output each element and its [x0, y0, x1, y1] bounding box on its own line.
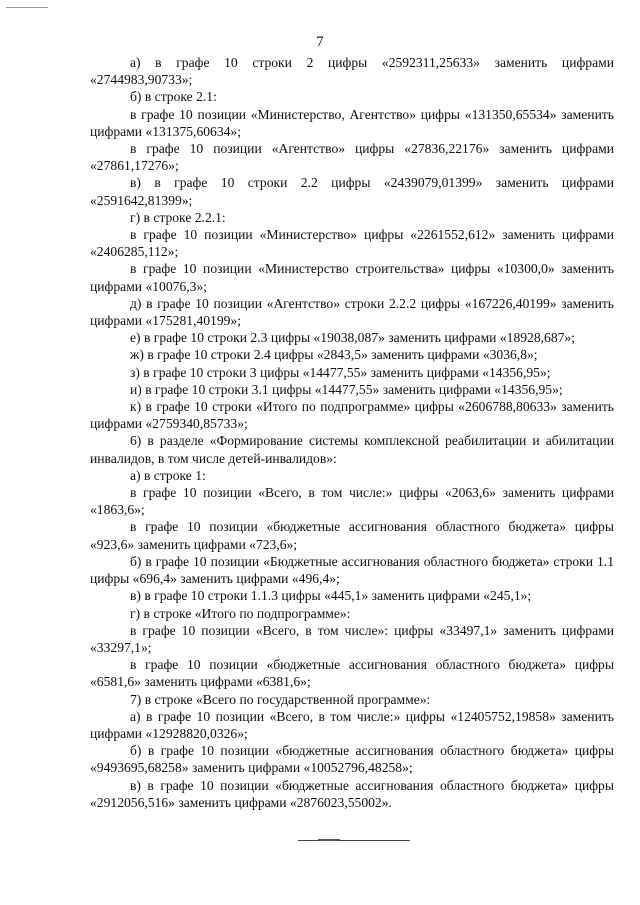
paragraph: в) в графе 10 строки 1.1.3 цифры «445,1» заменить цифрами «245,1»; — [130, 588, 532, 604]
paragraph: 6) в разделе «Формирование системы комплексной реабилитации и абилитации инвалидов, в том числе детей-инвалидов»: — [90, 433, 614, 466]
end-of-text-rule-mark — [318, 839, 340, 841]
paragraph: 7) в строке «Всего по государственной программе»: — [130, 691, 431, 707]
paragraph: в графе 10 позиции «бюджетные ассигнования областного бюджета» цифры «923,6» заменить цифрами «723,6»; — [90, 519, 614, 552]
paragraph: б) в строке 2.1: — [130, 89, 217, 105]
paragraph: е) в графе 10 строки 2.3 цифры «19038,087» заменить цифрами «18928,687»; — [130, 330, 576, 346]
paragraph: в графе 10 позиции «Всего, в том числе»: цифры «33497,1» заменить цифрами «33297,1»; — [90, 622, 614, 655]
paragraph: ж) в графе 10 строки 2.4 цифры «2843,5» заменить цифрами «3036,8»; — [130, 347, 538, 363]
paragraph: в графе 10 позиции «бюджетные ассигнования областного бюджета» цифры «6581,6» заменить цифрами «6381,6»; — [90, 657, 614, 690]
document-body — [90, 54, 614, 811]
paragraph: а) в строке 1: — [130, 467, 206, 483]
paragraph: в графе 10 позиции «Всего, в том числе:» цифры «2063,6» заменить цифрами «1863,6»; — [90, 485, 614, 518]
corner-mark — [6, 7, 48, 8]
paragraph: в) в графе 10 строки 2.2 цифры «2439079,01399» заменить цифрами «2591642,81399»; — [90, 175, 614, 208]
paragraph: к) в графе 10 строки «Итого по подпрограмме» цифры «2606788,80633» заменить цифрами «2759340,85733»; — [90, 399, 614, 432]
paragraph: г) в строке «Итого по подпрограмме»: — [130, 605, 351, 621]
paragraph: г) в строке 2.2.1: — [130, 209, 226, 225]
paragraph: з) в графе 10 строки 3 цифры «14477,55» заменить цифрами «14356,95»; — [130, 364, 551, 380]
paragraph: б) в графе 10 позиции «Бюджетные ассигнования областного бюджета» строки 1.1 цифры «696,4» заменить цифрами «496,4»; — [90, 553, 614, 587]
paragraph: и) в графе 10 строки 3.1 цифры «14477,55» заменить цифрами «14356,95»; — [130, 381, 563, 397]
paragraph: а) в графе 10 позиции «Всего, в том числе:» цифры «12405752,19858» заменить цифрами «12928820,0326»; — [90, 708, 614, 741]
page-number: 7 — [316, 34, 324, 50]
paragraph: б) в графе 10 позиции «бюджетные ассигнования областного бюджета» цифры «9493695,68258» заменить цифрами «10052796,48258»; — [90, 743, 614, 776]
paragraph: в графе 10 позиции «Министерство» цифры «2261552,612» заменить цифрами «2406285,112»; — [90, 227, 614, 260]
paragraph: в) в графе 10 позиции «бюджетные ассигнования областного бюджета» цифры «2912056,516» заменить цифрами «2876023,55002». — [90, 777, 614, 810]
paragraph: в графе 10 позиции «Министерство строительства» цифры «10300,0» заменить цифрами «10076,3»; — [90, 261, 614, 294]
paragraph: а) в графе 10 строки 2 цифры «2592311,25633» заменить цифрами «2744983,90733»; — [90, 55, 614, 88]
paragraph: в графе 10 позиции «Министерство, Агентство» цифры «131350,65534» заменить цифрами «131375,60634»; — [90, 106, 614, 139]
end-of-text-rule — [298, 840, 410, 841]
paragraph: в графе 10 позиции «Агентство» цифры «27836,22176» заменить цифрами «27861,17276»; — [90, 141, 614, 174]
paragraph: д) в графе 10 позиции «Агентство» строки 2.2.2 цифры «167226,40199» заменить цифрами «175281,40199»; — [90, 295, 614, 329]
